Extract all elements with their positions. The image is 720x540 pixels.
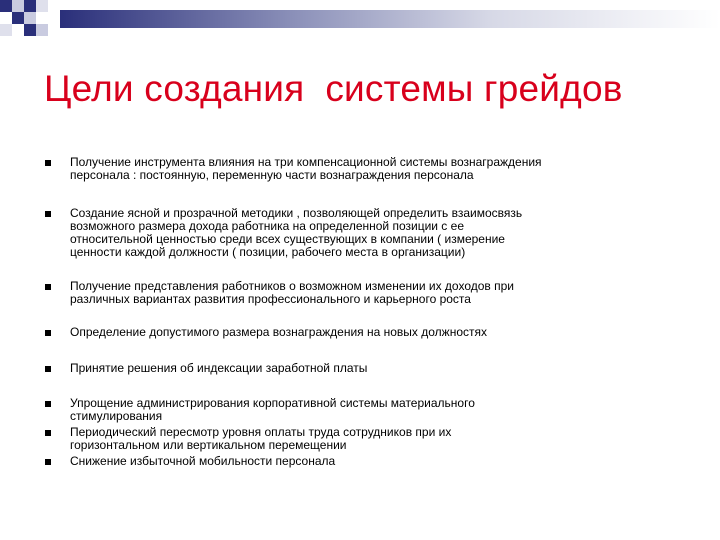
bullet-text: Определение допустимого размера вознаграждения на новых должностях — [70, 325, 487, 339]
bullet-text: Упрощение администрирования корпоративной системы материального стимулирования — [70, 396, 475, 423]
list-item — [70, 397, 690, 423]
square-bullet-icon — [45, 459, 51, 465]
bullet-text: Принятие решения об индексации заработной платы — [70, 361, 368, 375]
list-item — [70, 207, 690, 259]
square-bullet-icon — [45, 160, 51, 166]
list-item — [70, 455, 690, 468]
bullet-text: Получение инструмента влияния на три компенсационной системы вознаграждения персонала : постоянную, переменную части вознаграждения персонала — [70, 155, 542, 182]
list-item — [70, 280, 690, 306]
bullet-text: Создание ясной и прозрачной методики , позволяющей определить взаимосвязь возможного размера дохода работника на определенной позиции с ее относительной ценностью среди всех существующих в компании ( измерение ценности каждой должности ( позиции, рабочего места в организации) — [70, 206, 523, 259]
bullet-text: Снижение избыточной мобильности персонала — [70, 454, 336, 468]
slide-title: Цели создания системы грейдов — [44, 68, 623, 109]
square-bullet-icon — [45, 284, 51, 290]
square-bullet-icon — [45, 366, 51, 372]
list-item — [70, 426, 690, 452]
square-bullet-icon — [45, 401, 51, 407]
bullet-text: Периодический пересмотр уровня оплаты труда сотрудников при их горизонтальном или вертикальном перемещении — [70, 425, 452, 452]
list-item — [70, 156, 690, 182]
square-bullet-icon — [45, 430, 51, 436]
bullet-text: Получение представления работников о возможном изменении их доходов при различных вариантах развития профессионального и карьерного роста — [70, 279, 514, 306]
square-bullet-icon — [45, 211, 51, 217]
list-item — [70, 326, 690, 339]
list-item — [70, 362, 690, 375]
square-bullet-icon — [45, 330, 51, 336]
